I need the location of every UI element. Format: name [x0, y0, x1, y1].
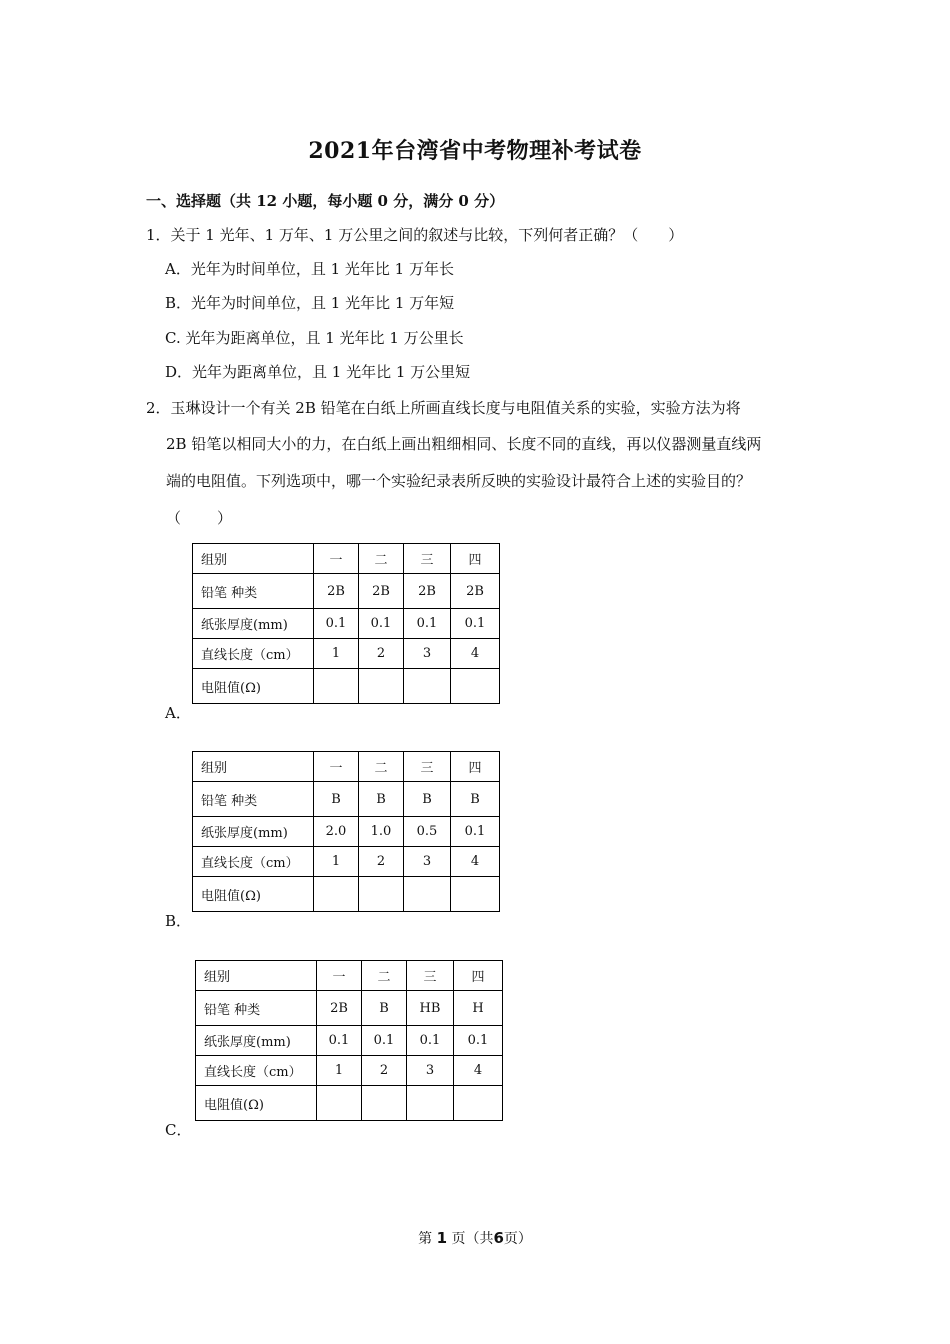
row-label: 直线长度（cm） — [193, 847, 314, 877]
header-cell: 四 — [451, 752, 500, 782]
table-cell: 3 — [407, 1056, 454, 1086]
table-cell: 0.1 — [451, 609, 500, 639]
table-cell: 2 — [359, 847, 404, 877]
footer-prefix: 第 — [418, 1231, 433, 1247]
header-cell: 二 — [359, 544, 404, 574]
option-a-label: A． — [165, 704, 191, 722]
question-2-stem-line-3: 端的电阻值。下列选项中，哪一个实验纪录表所反映的实验设计最符合上述的实验目的？ — [166, 472, 752, 490]
table-cell — [451, 877, 500, 912]
table-cell: 0.1 — [451, 817, 500, 847]
header-cell: 组别 — [193, 544, 314, 574]
header-cell: 一 — [314, 544, 359, 574]
table-cell: 2B — [359, 574, 404, 609]
table-cell: B — [404, 782, 451, 817]
header-cell: 二 — [362, 961, 407, 991]
row-label: 铅笔 种类 — [193, 782, 314, 817]
table-cell — [407, 1086, 454, 1121]
footer-total-pages: 6 — [493, 1229, 504, 1247]
table-cell — [359, 669, 404, 704]
question-1-option-b: B．光年为时间单位，且 1 光年比 1 万年短 — [165, 294, 455, 312]
table-cell: B — [362, 991, 407, 1026]
footer-mid: 页（共 — [451, 1231, 494, 1247]
table-cell: 4 — [454, 1056, 503, 1086]
table-cell: 1 — [314, 847, 359, 877]
page-footer — [0, 1228, 950, 1248]
table-cell: 0.1 — [362, 1026, 407, 1056]
table-cell: 2 — [359, 639, 404, 669]
table-cell: 1.0 — [359, 817, 404, 847]
header-cell: 二 — [359, 752, 404, 782]
row-label: 直线长度（cm） — [193, 639, 314, 669]
table-cell: HB — [407, 991, 454, 1026]
option-a-table — [192, 543, 500, 704]
header-cell: 组别 — [193, 752, 314, 782]
table-cell — [454, 1086, 503, 1121]
row-label: 铅笔 种类 — [196, 991, 317, 1026]
row-label: 纸张厚度(mm) — [193, 817, 314, 847]
question-1-option-d: D．光年为距离单位，且 1 光年比 1 万公里短 — [165, 363, 471, 381]
table-cell: B — [314, 782, 359, 817]
table-cell — [359, 877, 404, 912]
table-cell: 4 — [451, 847, 500, 877]
table-cell — [404, 877, 451, 912]
question-1-option-a: A．光年为时间单位，且 1 光年比 1 万年长 — [165, 260, 454, 278]
row-label: 电阻值(Ω) — [196, 1086, 317, 1121]
question-2-stem-line-1: 2．玉琳设计一个有关 2B 铅笔在白纸上所画直线长度与电阻值关系的实验，实验方法为将 — [146, 399, 741, 417]
option-c-table — [195, 960, 503, 1121]
section-heading: 一、选择题（共 12 小题，每小题 0 分，满分 0 分） — [146, 192, 505, 210]
header-cell: 一 — [317, 961, 362, 991]
table-cell: 0.1 — [317, 1026, 362, 1056]
row-label: 直线长度（cm） — [196, 1056, 317, 1086]
table-cell: 0.1 — [454, 1026, 503, 1056]
table-cell: B — [451, 782, 500, 817]
option-b-table — [192, 751, 500, 912]
table-cell: 2B — [317, 991, 362, 1026]
table-cell: 0.1 — [407, 1026, 454, 1056]
table-cell: 3 — [404, 847, 451, 877]
row-label: 电阻值(Ω) — [193, 877, 314, 912]
table-cell: 4 — [451, 639, 500, 669]
table-cell: H — [454, 991, 503, 1026]
row-label: 电阻值(Ω) — [193, 669, 314, 704]
row-label: 纸张厚度(mm) — [196, 1026, 317, 1056]
answer-blank: （ ） — [166, 509, 235, 527]
header-cell: 组别 — [196, 961, 317, 991]
table-cell — [451, 669, 500, 704]
table-cell: 2.0 — [314, 817, 359, 847]
row-label: 铅笔 种类 — [193, 574, 314, 609]
header-cell: 四 — [451, 544, 500, 574]
table-cell: 2B — [404, 574, 451, 609]
option-c-label: C． — [165, 1121, 192, 1139]
header-cell: 三 — [407, 961, 454, 991]
question-2-stem-line-2: 2B 铅笔以相同大小的力，在白纸上画出粗细相同、长度不同的直线，再以仪器测量直线两 — [166, 435, 762, 453]
header-cell: 三 — [404, 752, 451, 782]
table-cell: 2 — [362, 1056, 407, 1086]
header-cell: 三 — [404, 544, 451, 574]
table-cell — [314, 877, 359, 912]
table-cell: 3 — [404, 639, 451, 669]
table-cell — [362, 1086, 407, 1121]
table-cell: 0.1 — [359, 609, 404, 639]
table-cell: B — [359, 782, 404, 817]
table-cell: 0.1 — [314, 609, 359, 639]
header-cell: 一 — [314, 752, 359, 782]
table-cell: 2B — [314, 574, 359, 609]
footer-suffix: 页） — [503, 1231, 532, 1247]
header-cell: 四 — [454, 961, 503, 991]
option-b-label: B． — [165, 912, 192, 930]
footer-page-number: 1 — [436, 1229, 447, 1247]
table-cell — [404, 669, 451, 704]
table-cell: 0.5 — [404, 817, 451, 847]
table-cell — [317, 1086, 362, 1121]
table-cell — [314, 669, 359, 704]
question-1-option-c: C. 光年为距离单位，且 1 光年比 1 万公里长 — [165, 329, 464, 347]
row-label: 纸张厚度(mm) — [193, 609, 314, 639]
question-1-stem: 1．关于 1 光年、1 万年、1 万公里之间的叙述与比较，下列何者正确？（ ） — [146, 226, 684, 244]
page-title: 2021年台湾省中考物理补考试卷 — [308, 138, 642, 164]
table-cell: 0.1 — [404, 609, 451, 639]
table-cell: 1 — [317, 1056, 362, 1086]
table-cell: 1 — [314, 639, 359, 669]
table-cell: 2B — [451, 574, 500, 609]
